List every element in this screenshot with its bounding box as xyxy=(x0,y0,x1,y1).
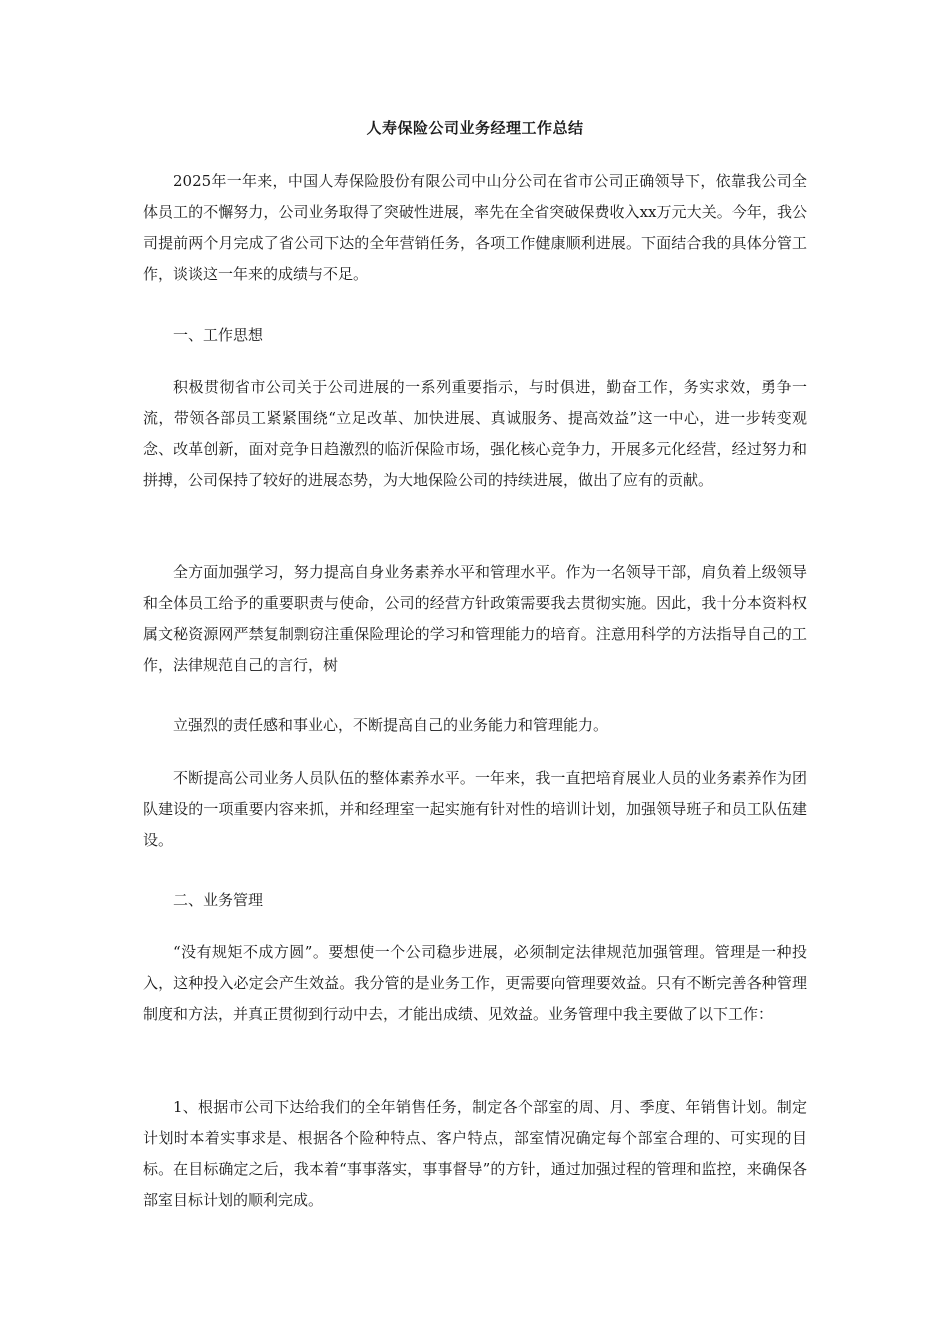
section-heading-business-management: 二、业务管理 xyxy=(173,891,264,909)
paragraph-sales-plan: 1、根据市公司下达给我们的全年销售任务，制定各个部室的周、月、季度、年销售计划。制定计划时本着实事求是、根据各个险种特点、客户特点，部室情况确定每个部室合理的、可实现的目标。在目标确定之后，我本着“事事落实，事事督导”的方针，通过加强过程的管理和监控，来确保各部室目标计划的顺利完成。 xyxy=(143,1098,807,1209)
paragraph-study: 全方面加强学习，努力提高自身业务素养水平和管理水平。作为一名领导干部，肩负着上级领导和全体员工给予的重要职责与使命，公司的经营方针政策需要我去贯彻实施。因此，我十分本资料权属文秘资源网严禁复制剽窃注重保险理论的学习和管理能力的培育。注意用科学的方法指导自己的工作，法律规范自己的言行，树 xyxy=(143,563,807,674)
section-heading-work-thinking: 一、工作思想 xyxy=(173,326,264,344)
paragraph-responsibility: 立强烈的责任感和事业心，不断提高自己的业务能力和管理能力。 xyxy=(173,716,609,734)
paragraph-management-rules: “没有规矩不成方圆”。要想使一个公司稳步进展，必须制定法律规范加强管理。管理是一种投入，这种投入必定会产生效益。我分管的是业务工作，更需要向管理要效益。只有不断完善各种管理制度和方法，并真正贯彻到行动中去，才能出成绩、见效益。业务管理中我主要做了以下工作： xyxy=(143,943,807,1023)
document-title: 人寿保险公司业务经理工作总结 xyxy=(366,119,584,137)
paragraph-team-quality: 不断提高公司业务人员队伍的整体素养水平。一年来，我一直把培育展业人员的业务素养作为团队建设的一项重要内容来抓，并和经理室一起实施有针对性的培训计划，加强领导班子和员工队伍建设。 xyxy=(143,769,807,849)
paragraph-intro: 2025年一年来，中国人寿保险股份有限公司中山分公司在省市公司正确领导下，依靠我公司全体员工的不懈努力，公司业务取得了突破性进展，率先在全省突破保费收入xx万元大关。今年，我公司提前两个月完成了省公司下达的全年营销任务，各项工作健康顺利进展。下面结合我的具体分管工作，谈谈这一年来的成绩与不足。 xyxy=(143,172,807,283)
paragraph-work-thinking: 积极贯彻省市公司关于公司进展的一系列重要指示，与时俱进，勤奋工作，务实求效，勇争一流，带领各部员工紧紧围绕“立足改革、加快进展、真诚服务、提高效益”这一中心，进一步转变观念、改革创新，面对竞争日趋激烈的临沂保险市场，强化核心竞争力，开展多元化经营，经过努力和拼搏，公司保持了较好的进展态势，为大地保险公司的持续进展，做出了应有的贡献。 xyxy=(143,378,807,489)
